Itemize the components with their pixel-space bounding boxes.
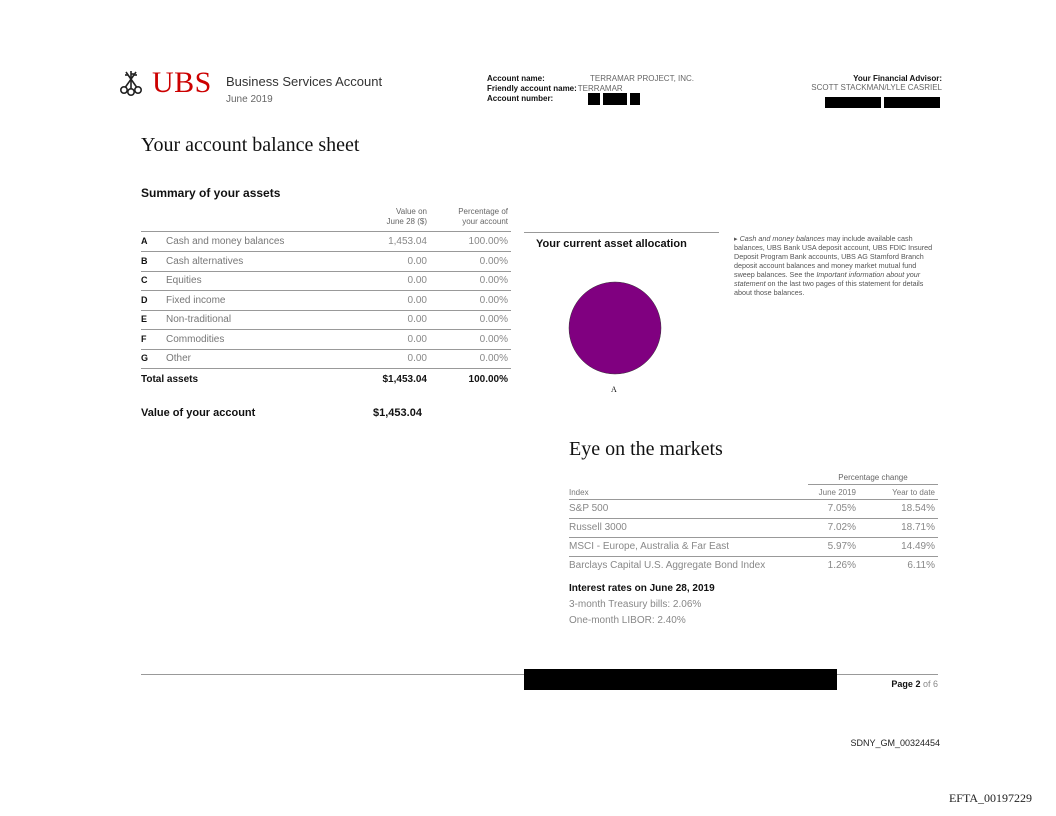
asset-percent: 0.00%	[479, 295, 508, 306]
redaction-block	[630, 93, 640, 105]
percent-column-header	[440, 207, 508, 227]
account-name-value: TERRAMAR PROJECT, INC.	[590, 74, 695, 83]
market-row	[569, 538, 938, 557]
friendly-name-label: Friendly account name:	[487, 84, 577, 93]
allocation-top-rule	[524, 232, 719, 233]
value-header-line2: June 28 ($)	[386, 217, 427, 226]
market-row	[569, 519, 938, 538]
percent-header-line1: Percentage of	[458, 207, 508, 216]
market-ytd: 14.49%	[901, 541, 935, 552]
total-assets-label: Total assets	[141, 374, 199, 385]
page-current: 2	[915, 679, 921, 689]
note-italic-ref: Important information about your statement	[734, 270, 921, 288]
asset-value: 0.00	[407, 275, 427, 286]
account-value-amount: $1,453.04	[373, 407, 422, 419]
total-assets-percent: 100.00%	[468, 374, 508, 385]
ubs-keys-icon	[116, 68, 146, 98]
market-ytd: 6.11%	[907, 560, 935, 571]
bullet-icon: ▸	[734, 234, 740, 243]
statement-period: June 2019	[226, 94, 273, 105]
asset-value: 0.00	[407, 353, 427, 364]
redaction-block	[603, 93, 627, 105]
asset-name: Equities	[166, 275, 202, 286]
asset-percent: 0.00%	[479, 314, 508, 325]
advisor-value: SCOTT STACKMAN/LYLE CASRIEL	[811, 83, 942, 92]
asset-percent: 0.00%	[479, 334, 508, 345]
asset-percent: 0.00%	[479, 275, 508, 286]
interest-rates-title: Interest rates on June 28, 2019	[569, 583, 715, 594]
index-header: Index	[569, 488, 589, 497]
logo-text: UBS	[152, 66, 212, 99]
ytd-header: Year to date	[892, 488, 935, 497]
asset-letter: B	[141, 256, 148, 266]
market-june: 7.05%	[827, 503, 856, 514]
market-june: 7.02%	[827, 522, 856, 533]
asset-letter: C	[141, 275, 148, 285]
allocation-pie-chart	[566, 279, 664, 399]
total-assets-row	[141, 374, 511, 385]
asset-letter: F	[141, 334, 147, 344]
market-june: 1.26%	[827, 560, 856, 571]
account-name-label: Account name:	[487, 74, 545, 83]
percent-header-line2: your account	[462, 217, 508, 226]
asset-value: 0.00	[407, 256, 427, 267]
asset-row	[141, 271, 511, 291]
asset-name: Other	[166, 353, 192, 364]
account-name-line	[487, 74, 545, 83]
market-ytd: 18.71%	[901, 522, 935, 533]
value-header-line1: Value on	[396, 207, 427, 216]
account-number-line	[487, 94, 553, 103]
balance-sheet-title: Your account balance sheet	[141, 134, 360, 156]
pie-slice-label: A	[611, 385, 617, 394]
asset-value: 0.00	[407, 295, 427, 306]
percent-change-header: Percentage change	[838, 473, 908, 482]
asset-letter: E	[141, 314, 148, 324]
asset-row	[141, 232, 511, 252]
note-text: may include available cash balances, UBS Bank USA deposit account, UBS FDIC Insured Deposit Program Bank accounts, UBS AG Stamford Branch deposit account balances and money market mutual fund sweep balances. See the	[734, 234, 933, 279]
market-row	[569, 557, 938, 575]
asset-name: Non-traditional	[166, 314, 232, 325]
asset-name: Cash and money balances	[166, 236, 285, 247]
market-index: Barclays Capital U.S. Aggregate Bond Index	[569, 560, 766, 571]
asset-value: 1,453.04	[388, 236, 427, 247]
total-assets-value: $1,453.04	[382, 374, 427, 385]
market-ytd: 18.54%	[901, 503, 935, 514]
redaction-block	[884, 97, 940, 108]
asset-row	[141, 349, 511, 369]
page-total: of 6	[922, 679, 938, 689]
markets-header-row	[569, 486, 938, 500]
cash-balance-note	[734, 234, 934, 297]
note-italic-term: Cash and money balances	[739, 234, 825, 243]
summary-title: Summary of your assets	[141, 186, 281, 200]
note-text-end: on the last two pages of this statement for details about those balances.	[734, 279, 924, 297]
asset-name: Fixed income	[166, 295, 226, 306]
percent-change-rule	[808, 484, 938, 485]
account-number-label: Account number:	[487, 94, 554, 103]
asset-row	[141, 330, 511, 350]
asset-name: Commodities	[166, 334, 225, 345]
market-index: S&P 500	[569, 503, 609, 514]
value-column-header	[360, 207, 427, 227]
advisor-label: Your Financial Advisor:	[853, 74, 942, 83]
allocation-title: Your current asset allocation	[536, 238, 687, 250]
libor-rate: One-month LIBOR: 2.40%	[569, 615, 686, 626]
asset-value: 0.00	[407, 314, 427, 325]
redaction-block	[588, 93, 600, 105]
ubs-logo	[116, 68, 212, 98]
asset-percent: 100.00%	[468, 236, 508, 247]
treasury-rate: 3-month Treasury bills: 2.06%	[569, 599, 702, 610]
asset-row	[141, 291, 511, 311]
market-row	[569, 500, 938, 519]
bates-number: SDNY_GM_00324454	[850, 738, 940, 748]
redaction-block	[825, 97, 881, 108]
market-june: 5.97%	[827, 541, 856, 552]
asset-percent: 0.00%	[479, 353, 508, 364]
asset-row	[141, 252, 511, 272]
efta-number: EFTA_00197229	[948, 791, 1032, 805]
asset-percent: 0.00%	[479, 256, 508, 267]
asset-letter: A	[141, 236, 148, 246]
market-index: Russell 3000	[569, 522, 627, 533]
account-name-value-wrap	[590, 74, 694, 83]
account-value-label: Value of your account	[141, 407, 256, 419]
market-index: MSCI - Europe, Australia & Far East	[569, 541, 730, 552]
redaction-block	[524, 669, 837, 690]
asset-value: 0.00	[407, 334, 427, 345]
friendly-name-line	[487, 84, 623, 93]
account-type: Business Services Account	[226, 74, 383, 89]
page-label: Page	[891, 679, 913, 689]
page-number	[891, 679, 938, 689]
advisor-block	[811, 74, 942, 92]
friendly-name-value: TERRAMAR	[577, 84, 623, 93]
markets-title: Eye on the markets	[569, 438, 723, 460]
june-header: June 2019	[818, 488, 856, 497]
asset-row	[141, 310, 511, 330]
asset-name: Cash alternatives	[166, 256, 244, 267]
pie-slice-a	[569, 282, 661, 374]
asset-letter: G	[141, 353, 149, 363]
asset-letter: D	[141, 295, 148, 305]
